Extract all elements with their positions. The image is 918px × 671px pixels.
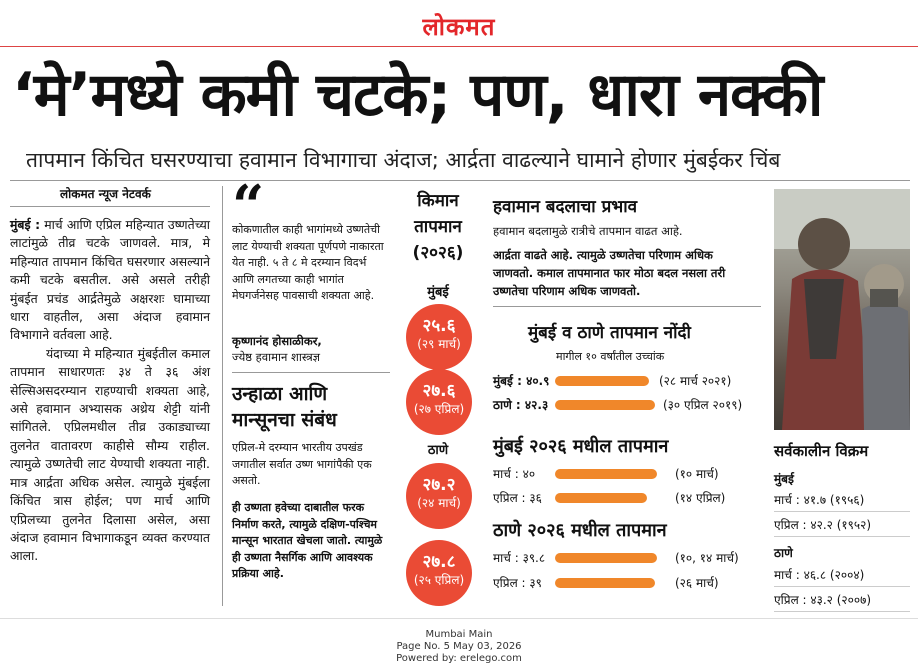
alltime-row: मार्च : ४६.८ (२००४) bbox=[774, 564, 910, 587]
thane-2026-title: ठाणे २०२६ मधील तापमान bbox=[493, 520, 667, 541]
min-temp-value: २५.६ bbox=[422, 316, 456, 336]
mumbai-2026-bar bbox=[555, 493, 647, 503]
monsoon-title: उन्हाळा आणि मान्सूनचा संबंध bbox=[232, 383, 337, 431]
min-temp-date: (२५ एप्रिल) bbox=[413, 573, 465, 587]
mumbai-2026-row bbox=[493, 488, 763, 508]
mumbai-2026-label: एप्रिल : ३६ bbox=[493, 491, 542, 505]
monsoon-body-bold: ही उष्णता हवेच्या दाबातील फरक निर्माण करते, त्यामुळे दक्षिण-पश्चिम मान्सून भारतात खेचला जातो. त्यामुळे ही उष्णता नैसर्गिक आणि आवश्यक प्रक्रिया आहे. bbox=[232, 501, 383, 581]
climate-line-1: हवामान बदलामुळे रात्रीचे तापमान वाढत आहे. bbox=[493, 224, 683, 238]
lokmat-logo[interactable]: लोकमत bbox=[422, 13, 496, 41]
min-temp-badge bbox=[406, 304, 472, 370]
quote-author-name: कृष्णानंद होसाळीकर, bbox=[232, 334, 322, 348]
alltime-title: सर्वकालीन विक्रम bbox=[774, 442, 869, 460]
min-temp-mumbai-label: मुंबई bbox=[427, 285, 449, 300]
dateline: मुंबई : bbox=[10, 217, 41, 232]
quote-rule bbox=[232, 372, 390, 373]
record-date: (३० एप्रिल २०१९) bbox=[663, 398, 743, 412]
byline: लोकमत न्यूज नेटवर्क bbox=[60, 187, 151, 201]
article-para-2: यंदाच्या मे महिन्यात मुंबईतील कमाल तापमान साधारणतः ३४ ते ३६ अंश सेल्सिअसदरम्यान राहण्याची शक्यता आहे, असे हवामान अभ्यासक अथ्रेय शेट्टी यांनी सांगितले. एप्रिलमधील तीव्र उकाड्याच्या तुलनेत वातावरण काहीसे सौम्य राहील. त्यामुळे उष्णतेची लाट येण्याची शक्यता नाही. मात्र आर्द्रता अधिक असेल. त्यामुळे मुंबईला किंचित त्रास होईल; पण मार्च आणि एप्रिलच्या तुलनेत दिलासा असेल, असा अंदाज हवामान विभागाकडून व्यक्त करण्यात आला. bbox=[10, 345, 210, 564]
thane-2026-date: (१०, १४ मार्च) bbox=[675, 551, 739, 565]
mumbai-2026-date: (१० मार्च) bbox=[675, 467, 719, 481]
divider bbox=[10, 180, 910, 181]
footer-rule bbox=[0, 618, 918, 619]
min-temp-thane-label: ठाणे bbox=[427, 443, 449, 458]
para-1-text: मार्च आणि एप्रिल महिन्यात उष्णतेच्या लाटांमुळे तीव्र चटके जाणवले. मात्र, मे महिन्यात तापमान किंचित घसरणार असल्याने कमी चटके बसतील. असे असले तरीही मुंबईत प्रचंड आर्द्रतेमुळे अक्षरशः घामाच्या धारा वाहतील, असा अंदाज हवामान विभागाने वर्तवला आहे. bbox=[10, 217, 210, 343]
min-temp-value: २७.८ bbox=[422, 552, 456, 572]
record-date: (२८ मार्च २०२१) bbox=[659, 374, 732, 388]
footer-page: Page No. 5 May 03, 2026 bbox=[396, 641, 522, 652]
quote-author-role: ज्येष्ठ हवामान शास्त्रज्ञ bbox=[232, 350, 321, 364]
monsoon-body: एप्रिल-मे दरम्यान भारतीय उपखंड जगातील सर्वात उष्ण भागांपैकी एक असतो. bbox=[232, 441, 372, 488]
mumbai-2026-date: (१४ एप्रिल) bbox=[675, 491, 726, 505]
photo-illustration bbox=[774, 189, 910, 430]
mumbai-2026-bar bbox=[555, 469, 657, 479]
footer-powered[interactable]: Powered by: erelego.com bbox=[396, 653, 522, 664]
climate-rule bbox=[493, 306, 761, 307]
article-para-1 bbox=[10, 216, 210, 345]
mumbai-2026-title: मुंबई २०२६ मधील तापमान bbox=[493, 436, 669, 457]
min-temp-date: (२७ एप्रिल) bbox=[413, 402, 465, 416]
thane-2026-bar bbox=[555, 578, 655, 588]
record-row bbox=[493, 371, 763, 391]
alltime-mumbai-label: मुंबई bbox=[774, 472, 794, 486]
record-bar bbox=[555, 376, 649, 386]
records-title: मुंबई व ठाणे तापमान नोंदी bbox=[528, 323, 691, 343]
mumbai-2026-label: मार्च : ४० bbox=[493, 467, 536, 481]
records-subtitle: मागील १० वर्षांतील उच्चांक bbox=[556, 350, 665, 363]
alltime-row: एप्रिल : ४२.२ (१९५२) bbox=[774, 514, 910, 537]
record-label: ठाणे : ४२.३ bbox=[493, 398, 549, 412]
min-temp-badge bbox=[406, 463, 472, 529]
quote-text: कोकणातील काही भागांमध्ये उष्णतेची लाट येण्याची शक्यता पूर्णपणे नाकारता येत नाही. ५ ते ८ मे दरम्यान विदर्भ आणि लगतच्या काही भागांत मेघगर्जनेसह पावसाची शक्यता आहे. bbox=[232, 223, 384, 303]
quote-icon: “ bbox=[232, 173, 265, 239]
thane-2026-label: एप्रिल : ३९ bbox=[493, 576, 542, 590]
record-row bbox=[493, 395, 763, 415]
min-temp-date: (२४ मार्च) bbox=[417, 496, 461, 510]
thane-2026-row bbox=[493, 548, 763, 568]
photo-people-covering-faces bbox=[774, 189, 910, 430]
record-bar bbox=[555, 400, 655, 410]
thane-2026-row bbox=[493, 573, 763, 593]
alltime-row: एप्रिल : ४३.२ (२००७) bbox=[774, 589, 910, 612]
min-temp-title-2: तापमान bbox=[414, 217, 462, 237]
thane-2026-date: (२६ मार्च) bbox=[675, 576, 719, 590]
byline-rule bbox=[10, 206, 210, 207]
footer-edition: Mumbai Main bbox=[425, 629, 493, 640]
alltime-row: मार्च : ४१.७ (१९५६) bbox=[774, 489, 910, 512]
climate-line-2: आर्द्रता वाढते आहे. त्यामुळे उष्णतेचा परिणाम अधिक जाणवतो. कमाल तापमानात फार मोठा बदल नसला तरी उष्णतेचा परिणाम अधिक जाणवतो. bbox=[493, 248, 726, 298]
alltime-thane-label: ठाणे bbox=[774, 546, 793, 560]
min-temp-value: २७.२ bbox=[422, 475, 456, 495]
climate-title: हवामान बदलाचा प्रभाव bbox=[493, 197, 638, 217]
min-temp-title-1: किमान bbox=[417, 191, 459, 211]
record-label: मुंबई : ४०.९ bbox=[493, 374, 550, 388]
thane-2026-bar bbox=[555, 553, 657, 563]
min-temp-badge bbox=[406, 369, 472, 435]
subheadline: तापमान किंचित घसरण्याचा हवामान विभागाचा अंदाज; आर्द्रता वाढल्याने घामाने होणार मुंबईकर चिंब bbox=[26, 148, 781, 172]
mumbai-2026-row bbox=[493, 464, 763, 484]
column-rule bbox=[222, 186, 223, 606]
min-temp-title bbox=[398, 188, 478, 266]
min-temp-date: (२९ मार्च) bbox=[417, 337, 461, 351]
quote-author bbox=[232, 333, 392, 365]
thane-2026-label: मार्च : ३९.८ bbox=[493, 551, 546, 565]
min-temp-value: २७.६ bbox=[422, 381, 456, 401]
min-temp-title-3: (२०२६) bbox=[412, 243, 464, 263]
article-body bbox=[10, 216, 210, 566]
min-temp-badge bbox=[406, 540, 472, 606]
headline: ‘मे’मध्ये कमी चटके; पण, धारा नक्की bbox=[12, 60, 823, 130]
